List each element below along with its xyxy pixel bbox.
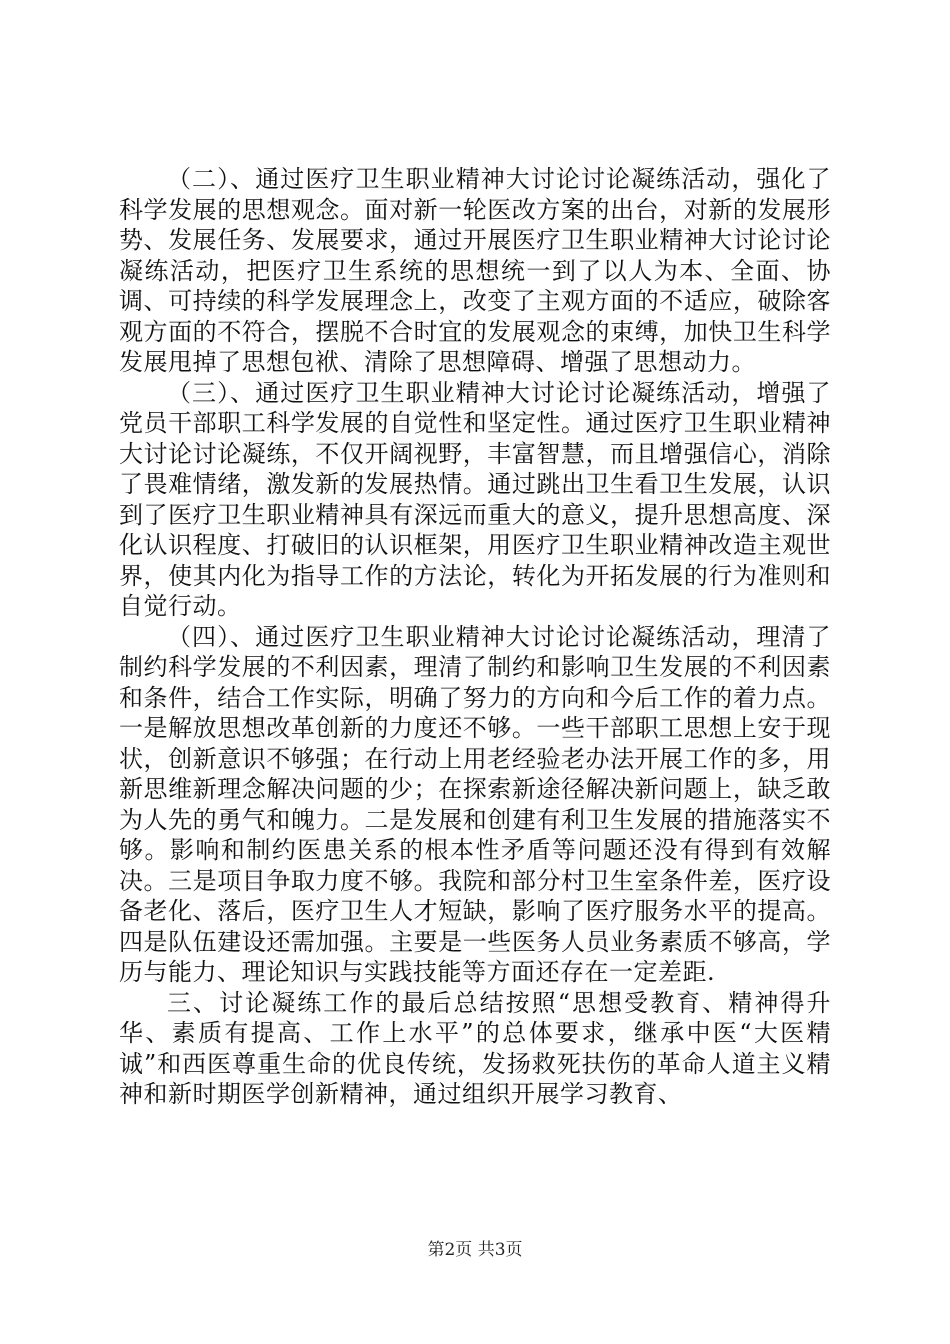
- paragraph-section-4: （四）、通过医疗卫生职业精神大讨论讨论凝练活动，理清了制约科学发展的不利因素，理清了制约和影响卫生发展的不利因素和条件，结合工作实际，明确了努力的方向和今后工作的着力点。一是解放思想改革创新的力度还不够。一些干部职工思想上安于现状，创新意识不够强；在行动上用老经验老办法开展工作的多，用新思维新理念解决问题的少；在探索新途径解决新问题上，缺乏敢为人先的勇气和魄力。二是发展和创建有利卫生发展的措施落实不够。影响和制约医患关系的根本性矛盾等问题还没有得到有效解决。三是项目争取力度不够。我院和部分村卫生室条件差，医疗设备老化、落后，医疗卫生人才短缺，影响了医疗服务水平的提高。四是队伍建设还需加强。主要是一些医务人员业务素质不够高，学历与能力、理论知识与实践技能等方面还存在一定差距.: [119, 622, 831, 986]
- paragraph-section-2: （二）、通过医疗卫生职业精神大讨论讨论凝练活动，强化了科学发展的思想观念。面对新一轮医改方案的出台，对新的发展形势、发展任务、发展要求，通过开展医疗卫生职业精神大讨论讨论凝练活动，把医疗卫生系统的思想统一到了以人为本、全面、协调、可持续的科学发展理念上，改变了主观方面的不适应，破除客观方面的不符合，摆脱不合时宜的发展观念的束缚，加快卫生科学发展甩掉了思想包袱、清除了思想障碍、增强了思想动力。: [119, 165, 831, 376]
- page-number-footer: 第2页 共3页: [427, 1240, 523, 1260]
- paragraph-summary: 三、讨论凝练工作的最后总结按照“思想受教育、精神得升华、素质有提高、工作上水平”的总体要求，继承中医“大医精诚”和西医尊重生命的优良传统，发扬救死扶伤的革命人道主义精神和新时期医学创新精神，通过组织开展学习教育、: [119, 988, 831, 1108]
- document-body: [119, 164, 831, 1110]
- paragraph-section-3: （三）、通过医疗卫生职业精神大讨论讨论凝练活动，增强了党员干部职工科学发展的自觉性和坚定性。通过医疗卫生职业精神大讨论讨论凝练，不仅开阔视野，丰富智慧，而且增强信心，消除了畏难情绪，激发新的发展热情。通过跳出卫生看卫生发展，认识到了医疗卫生职业精神具有深远而重大的意义，提升思想高度、深化认识程度、打破旧的认识框架，用医疗卫生职业精神改造主观世界，使其内化为指导工作的方法论，转化为开拓发展的行为准则和自觉行动。: [119, 378, 831, 620]
